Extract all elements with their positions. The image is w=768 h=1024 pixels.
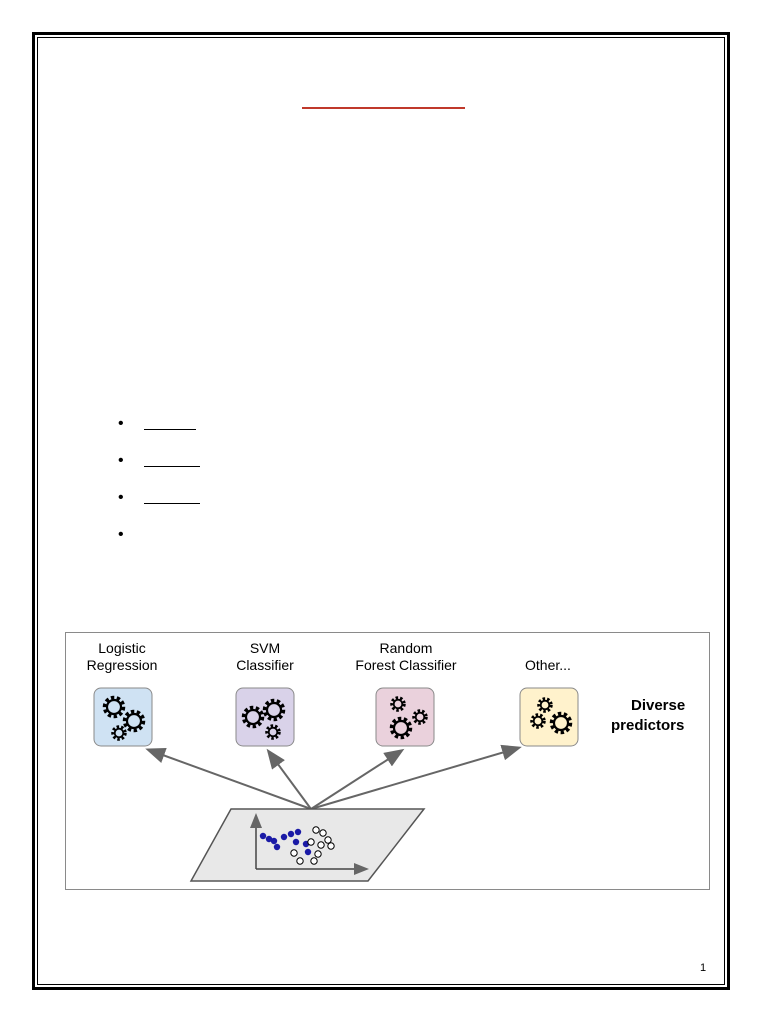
data-point-hollow	[320, 830, 326, 836]
data-point-filled	[271, 838, 277, 844]
data-point-hollow	[297, 858, 303, 864]
data-point-filled	[305, 849, 311, 855]
ensemble-diagram	[66, 633, 709, 889]
predictor-box-svm	[236, 688, 294, 746]
data-point-filled	[281, 834, 287, 840]
bullet-marker: •	[118, 526, 124, 543]
predictor-label-line2: Classifier	[236, 657, 294, 673]
predictor-box-random-forest	[376, 688, 434, 746]
data-point-hollow	[291, 850, 297, 856]
data-point-filled	[260, 833, 266, 839]
data-point-filled	[295, 829, 301, 835]
title-underline	[302, 107, 465, 109]
predictor-box-logistic	[94, 688, 152, 746]
data-point-hollow	[318, 842, 324, 848]
data-point-filled	[293, 839, 299, 845]
bullet-marker: •	[118, 415, 124, 432]
bullet-underline	[144, 503, 200, 504]
page-number: 1	[700, 962, 707, 974]
predictor-label-line2: Other...	[525, 657, 571, 673]
bullet-underline	[144, 429, 196, 430]
bullet-underline	[144, 466, 200, 467]
data-point-hollow	[325, 837, 331, 843]
arrows	[149, 748, 518, 809]
scatter-dataset-icon	[191, 809, 424, 881]
diverse-label-line1: Diverse	[631, 697, 686, 714]
data-point-filled	[274, 844, 280, 850]
bullet-marker: •	[118, 489, 124, 506]
data-point-filled	[288, 831, 294, 837]
data-point-hollow	[311, 858, 317, 864]
predictor-box-other	[520, 688, 578, 746]
bullet-marker: •	[118, 452, 124, 469]
predictor-label-line1: Logistic	[98, 640, 146, 656]
data-point-hollow	[328, 843, 334, 849]
predictor-label-line1: Random	[379, 640, 433, 656]
diverse-label-line2: predictors	[611, 717, 685, 734]
data-point-hollow	[308, 839, 314, 845]
ensemble-figure	[65, 632, 710, 890]
predictor-label-line1: SVM	[249, 640, 281, 656]
predictor-label-line2: Forest Classifier	[355, 657, 457, 673]
data-point-hollow	[315, 851, 321, 857]
predictor-label-line2: Regression	[86, 657, 158, 673]
data-point-hollow	[313, 827, 319, 833]
